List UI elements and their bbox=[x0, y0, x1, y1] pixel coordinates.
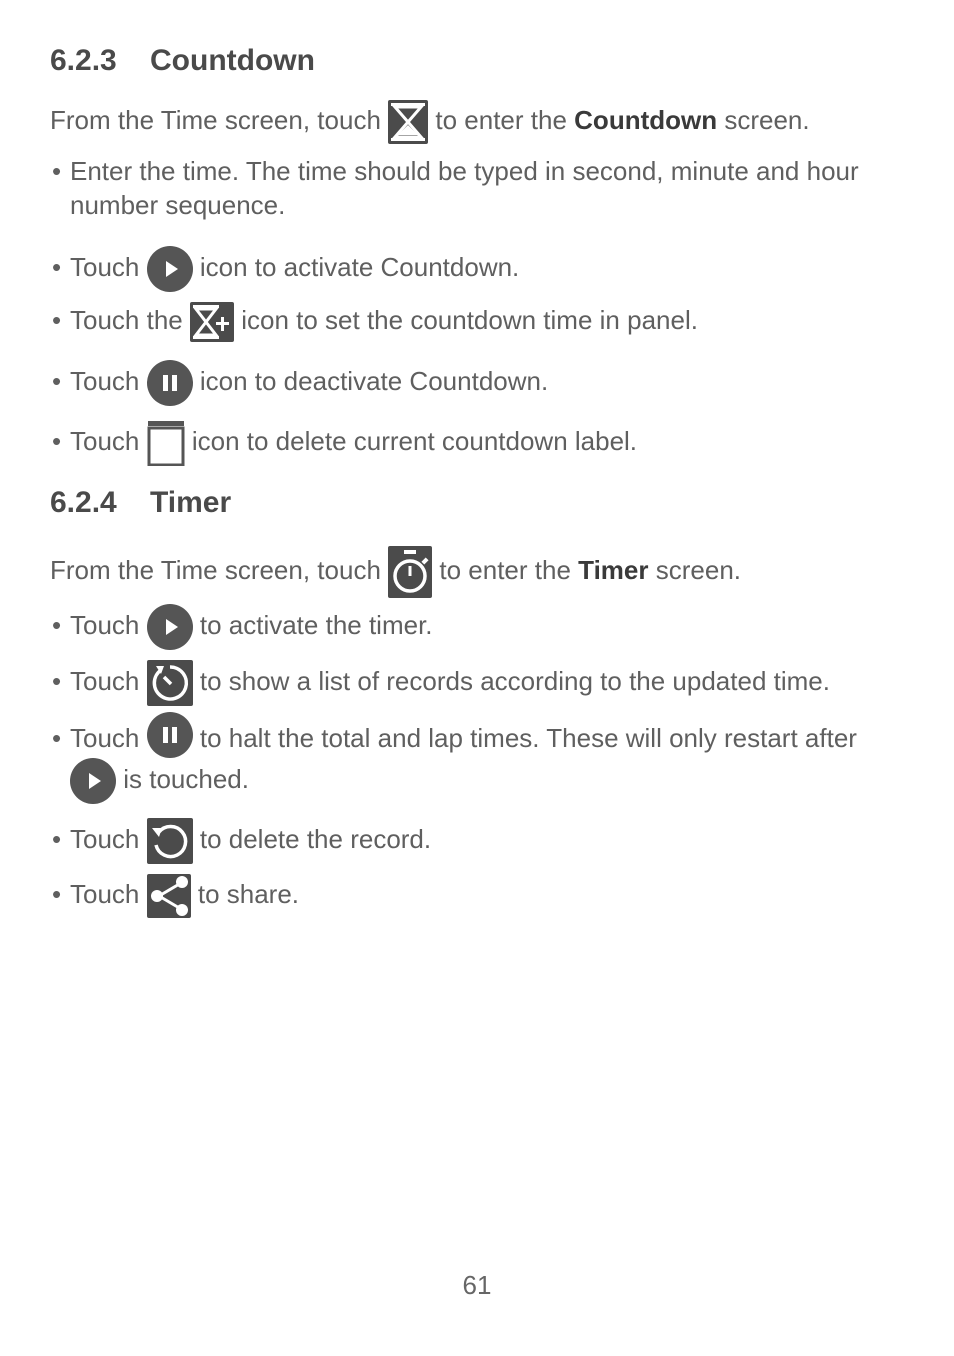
list-item-continuation: number sequence. bbox=[70, 190, 286, 220]
pause-icon bbox=[147, 360, 193, 406]
list-item-continuation: is touched. bbox=[70, 758, 249, 804]
play-icon bbox=[147, 246, 193, 292]
list-item: • Touch the icon to set the countdown time in panel. bbox=[52, 302, 698, 342]
play-icon bbox=[147, 604, 193, 650]
stopwatch-icon bbox=[388, 546, 432, 598]
list-item: • Enter the time. The time should be typed in second, minute and hour bbox=[52, 156, 859, 186]
timer-intro: From the Time screen, touch to enter the Timer screen. bbox=[50, 546, 741, 598]
section-heading-countdown bbox=[50, 44, 315, 78]
list-item: • Touch to activate the timer. bbox=[52, 604, 433, 650]
share-icon bbox=[147, 874, 191, 918]
hourglass-icon bbox=[388, 100, 428, 144]
list-item: • Touch icon to activate Countdown. bbox=[52, 246, 519, 292]
section-heading-timer bbox=[50, 486, 231, 520]
list-item: • Touch to delete the record. bbox=[52, 818, 431, 864]
list-item: • Touch to share. bbox=[52, 874, 299, 918]
delete-icon bbox=[147, 420, 185, 466]
section-title: Countdown bbox=[150, 44, 315, 77]
page-number: 61 bbox=[462, 1270, 492, 1300]
list-item: • Touch to show a list of records according to the updated time. bbox=[52, 660, 830, 706]
section-number: 6.2.4 bbox=[50, 486, 117, 519]
list-item: • Touch icon to delete current countdown label. bbox=[52, 420, 637, 466]
hourglass-add-icon bbox=[190, 302, 234, 342]
reset-icon bbox=[147, 818, 193, 864]
list-item: • Touch icon to deactivate Countdown. bbox=[52, 360, 548, 406]
lap-icon bbox=[147, 660, 193, 706]
pause-icon bbox=[147, 712, 193, 758]
play-icon bbox=[70, 758, 116, 804]
countdown-intro: From the Time screen, touch to enter the Countdown screen. bbox=[50, 100, 810, 144]
section-title: Timer bbox=[150, 486, 232, 519]
section-number: 6.2.3 bbox=[50, 44, 117, 77]
list-item: • Touch to halt the total and lap times. These will only restart after bbox=[52, 722, 857, 758]
